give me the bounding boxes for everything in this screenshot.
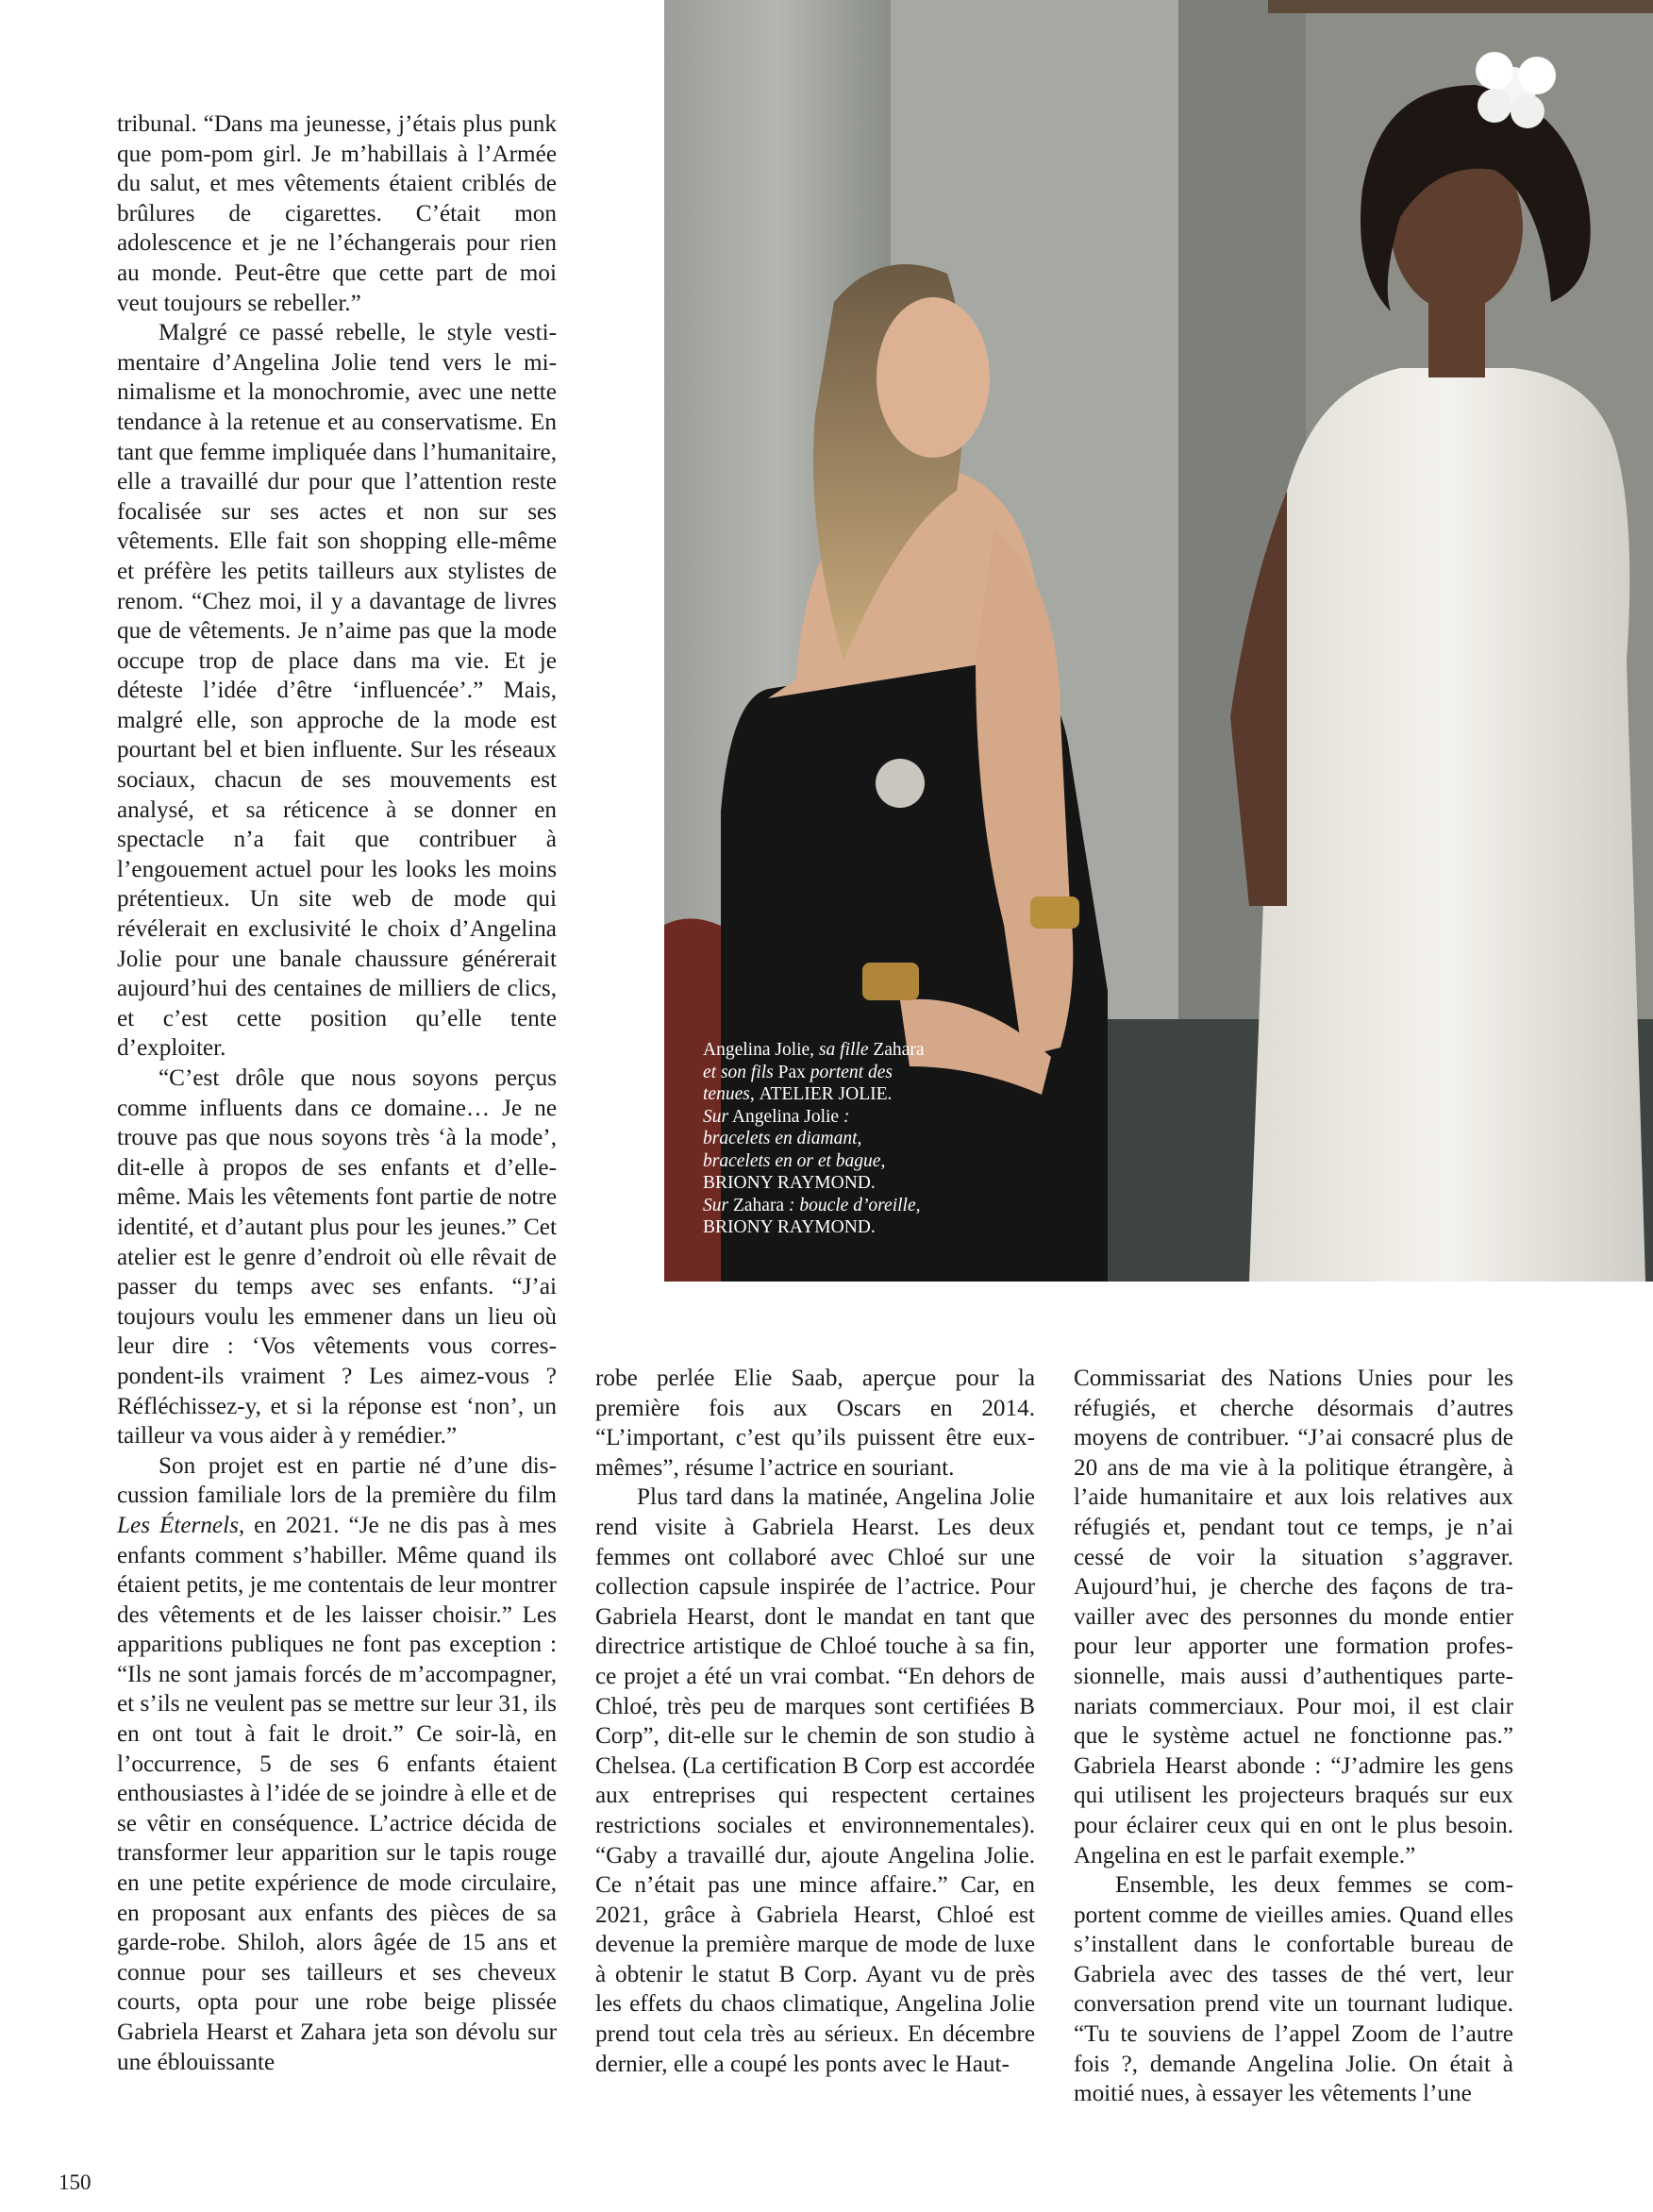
caption-line — [703, 1195, 986, 1217]
article-column-2 — [595, 1364, 1035, 2079]
paragraph: Malgré ce passé rebelle, le style vestimentaire d’Angelina Jolie tend vers le minimalisme et la monochromie, avec une nette tendance à la retenue et au conservatisme. En tant que femme impliquée dans l’humanitaire, elle a travaillé dur pour que l’attention reste focalisée sur ses actes et non sur ses vêtements. Elle fait son shopping elle-même et préfère les petits tailleurs aux stylistes de renom. “Chez moi, il y a davantage de livres que de vêtements. Je n’aime pas que la mode occupe trop de place dans ma vie. Et je déteste l’idée d’être ‘influencée’.” Mais, malgré elle, son approche de la mode est pourtant bel et bien influente. Sur les réseaux sociaux, chacun de ses mouvements est analysé, et sa réticence à se donner en spectacle n’a fait que contribuer à l’engouement actuel pour les looks les moins prétentieux. Un site web de mode qui révélerait en exclusivité le choix d’Angelina Jolie pour une banale chaussure générerait aujourd’hui des centaines de milliers de clics, et c’est cette position qu’elle tente d’exploiter. — [117, 320, 557, 1062]
caption-line — [703, 1150, 986, 1173]
paragraph: Commissariat des Nations Unies pour les réfugiés, et cherche désormais d’autres moyens de contribuer. “J’ai consacré plus de 20 ans de ma vie à la politique étrangère, à l’aide humanitaire et aux lois relatives aux réfugiés et, pendant tout ce temps, je n’ai cessé de voir la situation s’aggraver. Aujourd’hui, je cherche des façons de travailler avec des personnes du monde entier pour leur apporter une formation professionnelle, mais aussi d’authentiques partenariats commerciaux. Pour moi, il est clair que le système actuel ne fonctionne pas.” Gabriela Hearst abonde : “J’admire les gens qui utilisent les projecteurs braqués sur eux pour éclairer ceux qui en ont le plus besoin. Angelina en est le parfait exemple.” — [1074, 1366, 1513, 1868]
paragraph: Plus tard dans la matinée, Angelina Jolie rend visite à Gabriela Hearst. Les deux femmes ont collaboré avec Chloé sur une collection capsule inspirée de l’actrice. Pour Gabriela Hearst, dont le mandat en tant que directrice artistique de Chloé touche à sa fin, ce projet a été un vrai combat. “En dehors de Chloé, très peu de marques sont certifiées B Corp”, dit-elle sur le chemin de son studio à Chelsea. (La certification B Corp est accordée aux entreprises qui respectent certaines restrictions sociales et environnementales). “Gaby a travaillé dur, ajoute Angelina Jolie. Ce n’était pas une mince affaire.” Car, en 2021, grâce à Gabriela Hearst, Chloé est devenue la première marque de mode de luxe à obtenir le statut B Corp. Ayant vu de près les effets du chaos climatique, Angelina Jolie prend tout cela très au sérieux. En décembre dernier, elle a coupé les ponts avec le Haut- — [595, 1484, 1035, 2077]
paragraph-text: en 2021. “Je ne dis pas à mes enfants comment s’habiller. Même quand ils étaient petits, je me contentais de leur montrer des vêtements et de les laisser choisir.” Les apparitions publiques ne font pas exception : “Ils ne sont jamais forcés de m’accompagner, et s’ils ne veulent pas se mettre sur leur 31, ils en ont tout à fait le droit.” Ce soir-là, en l’occurrence, 5 de ses 6 enfants étaient enthousiastes à l’idée de se joindre à elle et de se vêtir en conséquence. L’actrice décida de transformer leur apparition sur le tapis rouge en une petite expérience de mode circulaire, en proposant aux enfants des pièces de sa garde-robe. Shiloh, alors âgée de 15 ans et connue pour ses tailleurs et ses cheveux courts, opta pour une robe beige plissée Gabriela Hearst et Zahara jeta son dévolu sur une éblouissante — [117, 1512, 557, 2075]
caption-line — [703, 1039, 986, 1062]
paragraph — [117, 1451, 557, 2077]
photo-caption — [703, 1039, 986, 1239]
caption-text: sa fille — [818, 1040, 869, 1060]
caption-text: bracelets en diamant, — [703, 1129, 862, 1148]
caption-text: bracelets en or et bague, — [703, 1150, 886, 1171]
page-number: 150 — [58, 2170, 92, 2194]
caption-text: BRIONY RAYMOND. — [703, 1217, 876, 1237]
caption-line — [703, 1128, 986, 1150]
caption-text: Angelina Jolie — [728, 1106, 840, 1127]
paragraph-text: Son projet est en partie né d’une discussion familiale lors de la première du film — [117, 1452, 557, 1509]
caption-text: : boucle d’oreille, — [788, 1195, 921, 1215]
article-column-1 — [117, 109, 557, 2077]
caption-text: Sur — [703, 1195, 729, 1215]
caption-text: Sur — [703, 1106, 729, 1127]
article-column-3 — [1074, 1364, 1513, 2109]
caption-text: Angelina Jolie, — [703, 1040, 819, 1060]
caption-line — [703, 1216, 986, 1239]
caption-text: BRIONY RAYMOND. — [703, 1173, 876, 1193]
film-title: Les Éternels, — [117, 1512, 245, 1538]
paragraph: robe perlée Elie Saab, aperçue pour la première fois aux Oscars en 2014. “L’important, c’est qu’ils puissent être eux-mêmes”, résume l’actrice en souriant. — [595, 1366, 1035, 1481]
caption-line — [703, 1172, 986, 1195]
caption-line — [703, 1083, 986, 1106]
caption-text: ATELIER JOLIE. — [759, 1084, 893, 1104]
paragraph: “C’est drôle que nous soyons perçus comme influents dans ce domaine… Je ne trouve pas que nous soyons très ‘à la mode’, dit-elle à propos de ses enfants et d’elle-même. Mais les vêtements font partie de notre identité, et d’autant plus pour les jeunes.” Cet atelier est le genre d’endroit où elle rêvait de passer du temps avec ses enfants. “J’ai toujours voulu les emmener dans un lieu où leur dire : ‘Vos vêtements vous correspondent-ils vraiment ? Les aimez-vous ? Réfléchissez-y, et si la réponse est ‘non’, un tailleur va vous aider à y remédier.” — [117, 1065, 557, 1450]
caption-text: Pax — [773, 1062, 810, 1082]
caption-line — [703, 1062, 986, 1084]
caption-text: tenues, — [703, 1084, 760, 1104]
caption-text: et son fils — [703, 1062, 774, 1082]
paragraph: tribunal. “Dans ma jeunesse, j’étais plus punk que pom-pom girl. Je m’habillais à l’Armée du salut, et mes vêtements étaient criblés de brûlures de cigarettes. C’était mon adolescence et je ne l’échangerais pour rien au monde. Peut-être que cette part de moi veut toujours se rebeller.” — [117, 111, 557, 316]
caption-text: Zahara — [728, 1195, 789, 1215]
caption-text: : — [839, 1106, 850, 1127]
caption-text: Zahara — [868, 1040, 925, 1060]
caption-line — [703, 1106, 986, 1129]
caption-text: portent des — [810, 1062, 893, 1082]
paragraph: Ensemble, les deux femmes se comportent comme de vieilles amies. Quand elles s’installent dans le confortable bureau de Gabriela avec des tasses de thé vert, leur conversation prend vite un tournant ludique. “Tu te souviens de l’appel Zoom de l’autre fois ?, demande Angelina Jolie. On était à moitié nues, à essayer les vêtements l’une — [1074, 1872, 1513, 2107]
